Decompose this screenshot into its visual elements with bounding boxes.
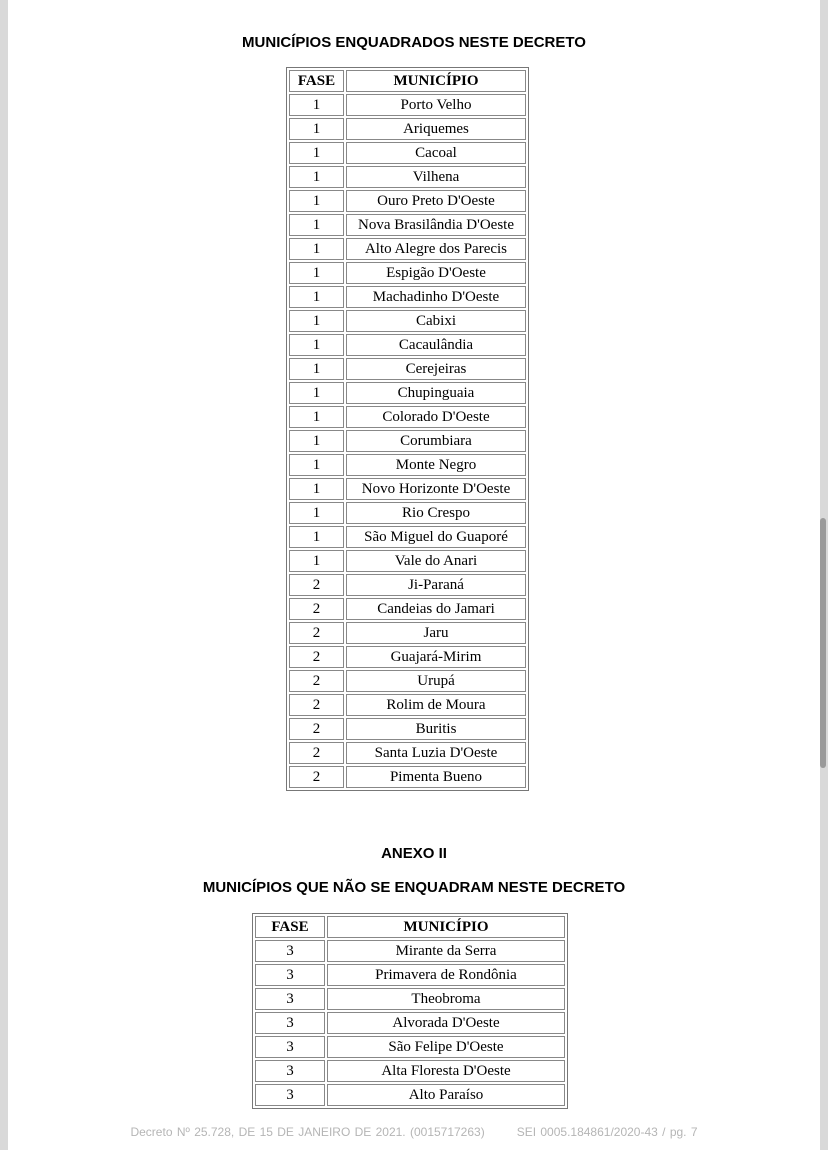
fase-cell: 3 [255, 940, 325, 962]
municipio-cell: Chupinguaia [346, 382, 526, 404]
table-row [289, 478, 526, 500]
municipio-cell: Porto Velho [346, 94, 526, 116]
municipio-cell: Rio Crespo [346, 502, 526, 524]
table-header-row [255, 916, 565, 938]
table-row [289, 382, 526, 404]
fase-cell: 2 [289, 574, 344, 596]
table-row [289, 238, 526, 260]
municipio-cell: Cabixi [346, 310, 526, 332]
fase-cell: 1 [289, 262, 344, 284]
municipio-cell: São Miguel do Guaporé [346, 526, 526, 548]
footer-decree: Decreto Nº 25.728, DE 15 DE JANEIRO DE 2021. (0015717263) [130, 1125, 485, 1139]
fase-cell: 3 [255, 1012, 325, 1034]
fase-cell: 2 [289, 598, 344, 620]
table-row [289, 526, 526, 548]
municipio-cell: Candeias do Jamari [346, 598, 526, 620]
document-page [8, 0, 820, 1150]
municipio-cell: Guajará-Mirim [346, 646, 526, 668]
table-row [289, 622, 526, 644]
table-row [289, 694, 526, 716]
fase-cell: 2 [289, 670, 344, 692]
municipio-cell: Alta Floresta D'Oeste [327, 1060, 565, 1082]
fase-cell: 2 [289, 718, 344, 740]
table-row [289, 742, 526, 764]
table-row [289, 358, 526, 380]
municipio-cell: Jaru [346, 622, 526, 644]
fase-cell: 1 [289, 310, 344, 332]
fase-cell: 2 [289, 622, 344, 644]
fase-cell: 2 [289, 694, 344, 716]
fase-cell: 1 [289, 382, 344, 404]
municipio-cell: Alto Alegre dos Parecis [346, 238, 526, 260]
table-row [289, 142, 526, 164]
fase-cell: 3 [255, 988, 325, 1010]
municipio-cell: Theobroma [327, 988, 565, 1010]
annex2-table-body [255, 940, 565, 1106]
fase-cell: 2 [289, 766, 344, 788]
column-header-municipio: MUNICÍPIO [327, 916, 565, 938]
fase-cell: 1 [289, 118, 344, 140]
municipio-cell: Machadinho D'Oeste [346, 286, 526, 308]
table-row [255, 964, 565, 986]
fase-cell: 1 [289, 550, 344, 572]
fase-cell: 1 [289, 94, 344, 116]
fase-cell: 3 [255, 1036, 325, 1058]
table-row [255, 940, 565, 962]
table-row [255, 1012, 565, 1034]
table-row [289, 574, 526, 596]
fase-cell: 1 [289, 334, 344, 356]
municipio-cell: Novo Horizonte D'Oeste [346, 478, 526, 500]
municipio-cell: Nova Brasilândia D'Oeste [346, 214, 526, 236]
fase-cell: 1 [289, 526, 344, 548]
fase-cell: 1 [289, 142, 344, 164]
municipio-cell: Colorado D'Oeste [346, 406, 526, 428]
annex1-table [286, 67, 529, 791]
fase-cell: 3 [255, 1084, 325, 1106]
fase-cell: 1 [289, 190, 344, 212]
table-header-row [289, 70, 526, 92]
fase-cell: 1 [289, 430, 344, 452]
column-header-municipio: MUNICÍPIO [346, 70, 526, 92]
municipio-cell: Cacaulândia [346, 334, 526, 356]
fase-cell: 1 [289, 454, 344, 476]
annex2-heading: ANEXO II [381, 845, 447, 862]
fase-cell: 1 [289, 406, 344, 428]
table-row [289, 718, 526, 740]
municipio-cell: Pimenta Bueno [346, 766, 526, 788]
municipio-cell: São Felipe D'Oeste [327, 1036, 565, 1058]
table-row [289, 334, 526, 356]
municipio-cell: Vale do Anari [346, 550, 526, 572]
table-row [289, 262, 526, 284]
table-row [289, 598, 526, 620]
annex2-table [252, 913, 568, 1109]
page-footer [8, 1125, 820, 1139]
municipio-cell: Rolim de Moura [346, 694, 526, 716]
table-row [255, 1060, 565, 1082]
table-row [289, 166, 526, 188]
municipio-cell: Santa Luzia D'Oeste [346, 742, 526, 764]
municipio-cell: Espigão D'Oeste [346, 262, 526, 284]
municipio-cell: Vilhena [346, 166, 526, 188]
table-row [289, 550, 526, 572]
fase-cell: 1 [289, 478, 344, 500]
fase-cell: 1 [289, 214, 344, 236]
fase-cell: 1 [289, 286, 344, 308]
table-row [289, 310, 526, 332]
fase-cell: 2 [289, 742, 344, 764]
annex1-title: MUNICÍPIOS ENQUADRADOS NESTE DECRETO [242, 34, 586, 51]
table-row [289, 454, 526, 476]
fase-cell: 1 [289, 238, 344, 260]
municipio-cell: Ouro Preto D'Oeste [346, 190, 526, 212]
municipio-cell: Alto Paraíso [327, 1084, 565, 1106]
municipio-cell: Urupá [346, 670, 526, 692]
table-row [255, 1036, 565, 1058]
table-row [289, 670, 526, 692]
table-row [289, 214, 526, 236]
table-row [289, 502, 526, 524]
annex2-title: MUNICÍPIOS QUE NÃO SE ENQUADRAM NESTE DECRETO [202, 879, 626, 896]
municipio-cell: Ariquemes [346, 118, 526, 140]
municipio-cell: Cerejeiras [346, 358, 526, 380]
fase-cell: 3 [255, 1060, 325, 1082]
table-row [289, 406, 526, 428]
table-row [289, 430, 526, 452]
municipio-cell: Primavera de Rondônia [327, 964, 565, 986]
municipio-cell: Corumbiara [346, 430, 526, 452]
municipio-cell: Cacoal [346, 142, 526, 164]
table-row [289, 766, 526, 788]
municipio-cell: Buritis [346, 718, 526, 740]
municipio-cell: Ji-Paraná [346, 574, 526, 596]
fase-cell: 1 [289, 166, 344, 188]
column-header-fase: FASE [255, 916, 325, 938]
table-row [289, 646, 526, 668]
fase-cell: 2 [289, 646, 344, 668]
table-row [289, 94, 526, 116]
fase-cell: 1 [289, 358, 344, 380]
table-row [289, 286, 526, 308]
municipio-cell: Monte Negro [346, 454, 526, 476]
municipio-cell: Alvorada D'Oeste [327, 1012, 565, 1034]
municipio-cell: Mirante da Serra [327, 940, 565, 962]
footer-sei: SEI 0005.184861/2020-43 / pg. 7 [516, 1125, 698, 1139]
table-row [289, 118, 526, 140]
fase-cell: 3 [255, 964, 325, 986]
table-row [289, 190, 526, 212]
table-row [255, 1084, 565, 1106]
table-row [255, 988, 565, 1010]
annex1-table-body [289, 94, 526, 788]
fase-cell: 1 [289, 502, 344, 524]
vertical-scrollbar[interactable] [820, 518, 826, 768]
column-header-fase: FASE [289, 70, 344, 92]
